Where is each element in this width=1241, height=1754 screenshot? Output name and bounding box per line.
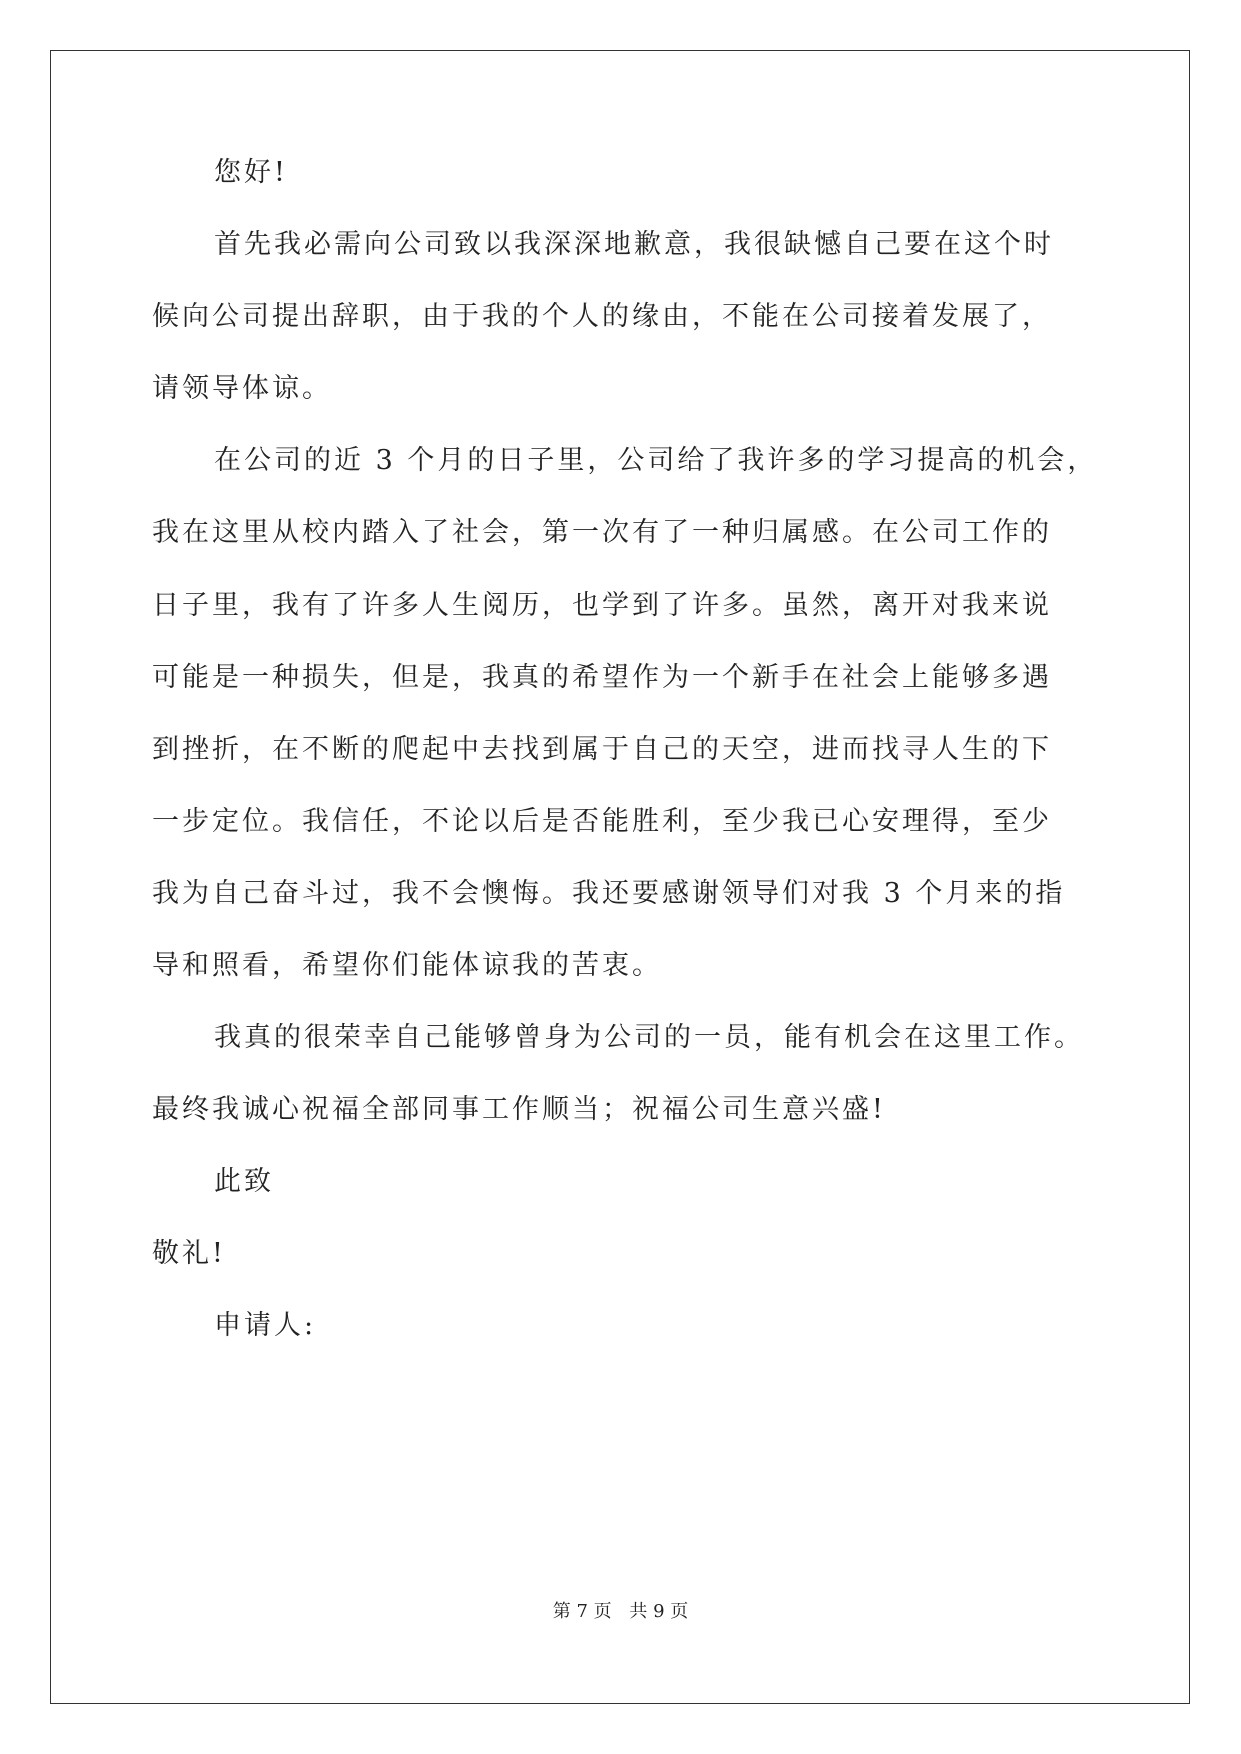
paragraph-line: 在公司的近 3 个月的日子里，公司给了我许多的学习提高的机会， [214,445,1098,476]
paragraph-line: 可能是一种损失，但是，我真的希望作为一个新手在社会上能够多遇 [152,662,1052,693]
paragraph-line: 候向公司提出辞职，由于我的个人的缘由，不能在公司接着发展了， [152,301,1052,332]
total-pages: 共 9 页 [629,1601,689,1622]
paragraph-line: 我在这里从校内踏入了社会，第一次有了一种归属感。在公司工作的 [152,517,1052,548]
paragraph-line: 请领导体谅。 [152,373,332,404]
signature-label: 申请人: [214,1310,317,1341]
closing: 此致 [214,1166,274,1197]
paragraph-line: 我真的很荣幸自己能够曾身为公司的一员，能有机会在这里工作。 [214,1022,1084,1053]
paragraph-line: 导和照看，希望你们能体谅我的苦衷。 [152,950,662,981]
current-page-number: 第 7 页 [552,1601,612,1622]
paragraph-line: 我为自己奋斗过，我不会懊悔。我还要感谢领导们对我 3 个月来的指 [152,878,1066,909]
paragraph-line: 到挫折，在不断的爬起中去找到属于自己的天空，进而找寻人生的下 [152,734,1052,765]
salute: 敬礼! [152,1238,226,1269]
paragraph-line: 最终我诚心祝福全部同事工作顺当；祝福公司生意兴盛! [152,1094,886,1125]
paragraph-line: 日子里，我有了许多人生阅历，也学到了许多。虽然，离开对我来说 [152,590,1052,621]
greeting: 您好! [214,157,288,188]
page-footer [0,1600,1241,1624]
paragraph-line: 一步定位。我信任，不论以后是否能胜利，至少我已心安理得，至少 [152,806,1052,837]
paragraph-line: 首先我必需向公司致以我深深地歉意，我很缺憾自己要在这个时 [214,229,1054,260]
